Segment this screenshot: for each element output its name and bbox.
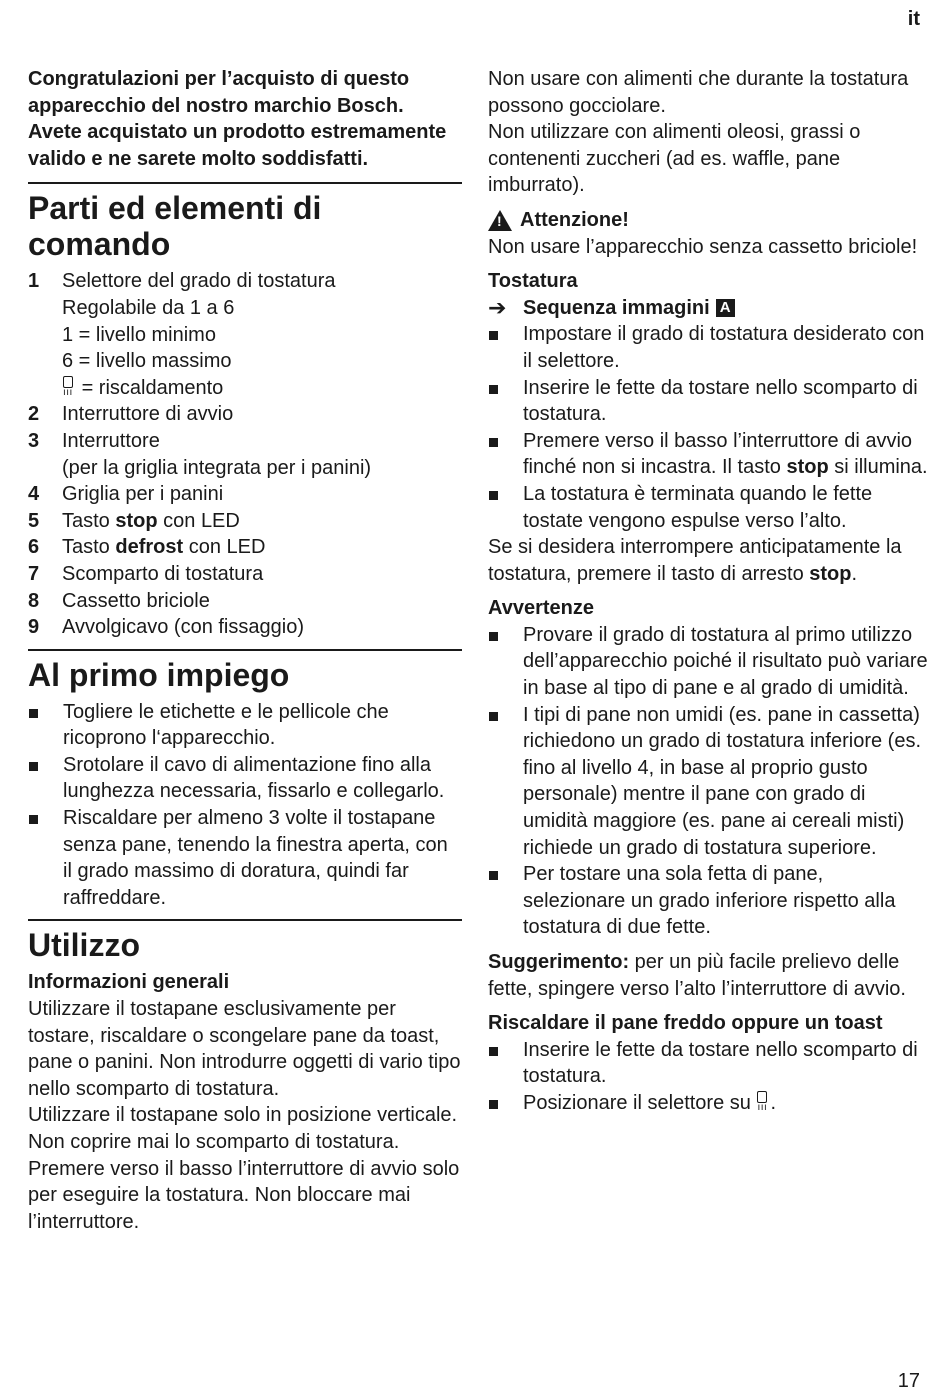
page-number: 17 <box>897 1370 920 1392</box>
bullet-icon <box>488 428 523 481</box>
parts-list <box>28 268 462 640</box>
item-text: Avvolgicavo (con fissaggio) <box>62 616 304 639</box>
item-number: 8 <box>28 589 40 612</box>
item-text: Tasto stop con LED <box>62 509 240 532</box>
list-item: Impostare il grado di tostatura desiderato con il selettore. <box>488 321 928 374</box>
item-text: Scomparto di tostatura <box>62 562 264 585</box>
notice-list <box>488 622 928 941</box>
bullet-icon <box>488 622 523 702</box>
item-number: 2 <box>28 403 40 426</box>
bullet-icon <box>28 805 63 911</box>
bullet-icon <box>488 861 523 941</box>
paragraph: Utilizzare il tostapane esclusivamente per tostare, riscaldare o scongelare pane da toast, pane o panini. Non introdurre oggetti di vario tipo nello scomparto di tostatura. <box>28 998 461 1100</box>
bullet-icon <box>28 699 63 752</box>
bullet-icon <box>488 1037 523 1090</box>
item-text: Cassetto briciole <box>62 589 210 612</box>
item-number: 7 <box>28 562 40 585</box>
list-item <box>28 614 462 641</box>
item-number: 6 <box>28 536 40 559</box>
item-number: 1 <box>28 270 40 293</box>
list-item: Posizionare il selettore su ııı. <box>488 1090 928 1117</box>
reheat-icon <box>756 1091 770 1113</box>
item-text: Selettore del grado di tostatura <box>62 270 336 293</box>
item-text: = riscaldamento <box>81 376 224 399</box>
item-number: 9 <box>28 616 40 639</box>
item-text: (per la griglia integrata per i panini) <box>62 456 372 479</box>
item-text: Regolabile da 1 a 6 <box>62 296 235 319</box>
list-item: Inserire le fette da tostare nello scomparto di tostatura. <box>488 1037 928 1090</box>
item-text: 6 = livello massimo <box>62 350 232 373</box>
list-item: Srotolare il cavo di alimentazione fino alla lunghezza necessaria, fissarlo e collegarlo. <box>28 752 462 805</box>
paragraph: Non utilizzare con alimenti oleosi, grassi o contenenti zuccheri (ad es. waffle, pane imburrato). <box>488 121 861 197</box>
section-divider <box>28 182 462 184</box>
list-item <box>28 534 462 561</box>
paragraph: Premere verso il basso l’interruttore di avvio solo per eseguire la tostatura. Non bloccare mai l’interruttore. <box>28 1157 460 1233</box>
sequence-reference: ➔ Sequenza immagini A <box>488 295 928 322</box>
bullet-icon <box>488 375 523 428</box>
list-item: Togliere le etichette e le pellicole che ricoprono l‘apparecchio. <box>28 699 462 752</box>
usage-heading: Utilizzo <box>28 927 140 964</box>
bullet-icon <box>488 1090 523 1117</box>
section-divider <box>28 649 462 651</box>
list-item: Provare il grado di tostatura al primo utilizzo dell’apparecchio poiché il risultato può variare in base al tipo di pane e al grado di umidità. <box>488 622 928 702</box>
list-item: Premere verso il basso l’interruttore di avvio finché non si incastra. Il tasto stop si illumina. <box>488 428 928 481</box>
paragraph: Non usare con alimenti che durante la tostatura possono gocciolare. <box>488 68 909 117</box>
reheat-list <box>488 1037 928 1117</box>
reheat-heading: Riscaldare il pane freddo oppure un toast <box>488 1012 883 1035</box>
right-column <box>488 66 928 1117</box>
bullet-icon <box>488 481 523 534</box>
warning-icon <box>488 210 512 231</box>
item-number: 5 <box>28 509 40 532</box>
list-item <box>28 508 462 535</box>
parts-heading: Parti ed elementi di comando <box>28 190 322 263</box>
paragraph: Se si desidera interrompere anticipatamente la tostatura, premere il tasto di arresto stop. <box>488 536 902 585</box>
item-text: 1 = livello minimo <box>62 323 216 346</box>
list-item: I tipi di pane non umidi (es. pane in cassetta) richiedono un grado di tostatura inferiore (es. fino al livello 4, in base al proprio gusto personale) mentre il pane con grado di umidità maggiore (es. pane ai cereali misti) richiede un grado di tostatura superiore. <box>488 702 928 862</box>
list-item <box>28 401 462 428</box>
list-item <box>28 561 462 588</box>
first-use-list <box>28 699 462 912</box>
tip-paragraph: Suggerimento: per un più facile prelievo delle fette, spingere verso l’alto l’interruttore di avvio. <box>488 951 906 1000</box>
list-item: Inserire le fette da tostare nello scomparto di tostatura. <box>488 375 928 428</box>
item-text: Tasto defrost con LED <box>62 536 266 559</box>
reheat-icon <box>62 376 76 398</box>
list-item: La tostatura è terminata quando le fette tostate vengono espulse verso l’alto. <box>488 481 928 534</box>
list-item <box>28 268 462 401</box>
attention-heading: ! Attenzione! <box>488 207 928 234</box>
bullet-icon <box>488 321 523 374</box>
bullet-icon <box>28 752 63 805</box>
bullet-icon <box>488 702 523 862</box>
list-item: Per tostare una sola fetta di pane, selezionare un grado inferiore rispetto alla tostatura di due fette. <box>488 861 928 941</box>
paragraph: Utilizzare il tostapane solo in posizione verticale. <box>28 1104 458 1127</box>
figure-label-badge: A <box>716 299 735 317</box>
notice-heading: Avvertenze <box>488 597 594 620</box>
item-text <box>62 375 336 402</box>
list-item: Riscaldare per almeno 3 volte il tostapane senza pane, tenendo la finestra aperta, con il grado massimo di doratura, quindi far raffreddare. <box>28 805 462 911</box>
list-item <box>28 428 462 481</box>
arrow-right-icon: ➔ <box>488 294 507 320</box>
item-text: Interruttore di avvio <box>62 403 234 426</box>
item-text: Griglia per i panini <box>62 483 224 506</box>
section-divider <box>28 919 462 921</box>
toasting-steps <box>488 321 928 534</box>
intro-text: Congratulazioni per l’acquisto di questo apparecchio del nostro marchio Bosch. Avete acquistato un prodotto estremamente valido e ne sarete molto soddisfatti. <box>28 68 447 170</box>
first-use-heading: Al primo impiego <box>28 656 290 693</box>
left-column <box>28 66 462 1235</box>
item-number: 3 <box>28 429 40 452</box>
paragraph: Non coprire mai lo scomparto di tostatura. <box>28 1131 400 1153</box>
usage-subheading: Informazioni generali <box>28 971 230 994</box>
toasting-heading: Tostatura <box>488 270 578 293</box>
language-label: it <box>907 8 920 30</box>
item-text: Interruttore <box>62 429 160 452</box>
list-item <box>28 481 462 508</box>
list-item <box>28 588 462 615</box>
attention-text: Non usare l’apparecchio senza cassetto briciole! <box>488 235 918 258</box>
item-number: 4 <box>28 483 40 506</box>
